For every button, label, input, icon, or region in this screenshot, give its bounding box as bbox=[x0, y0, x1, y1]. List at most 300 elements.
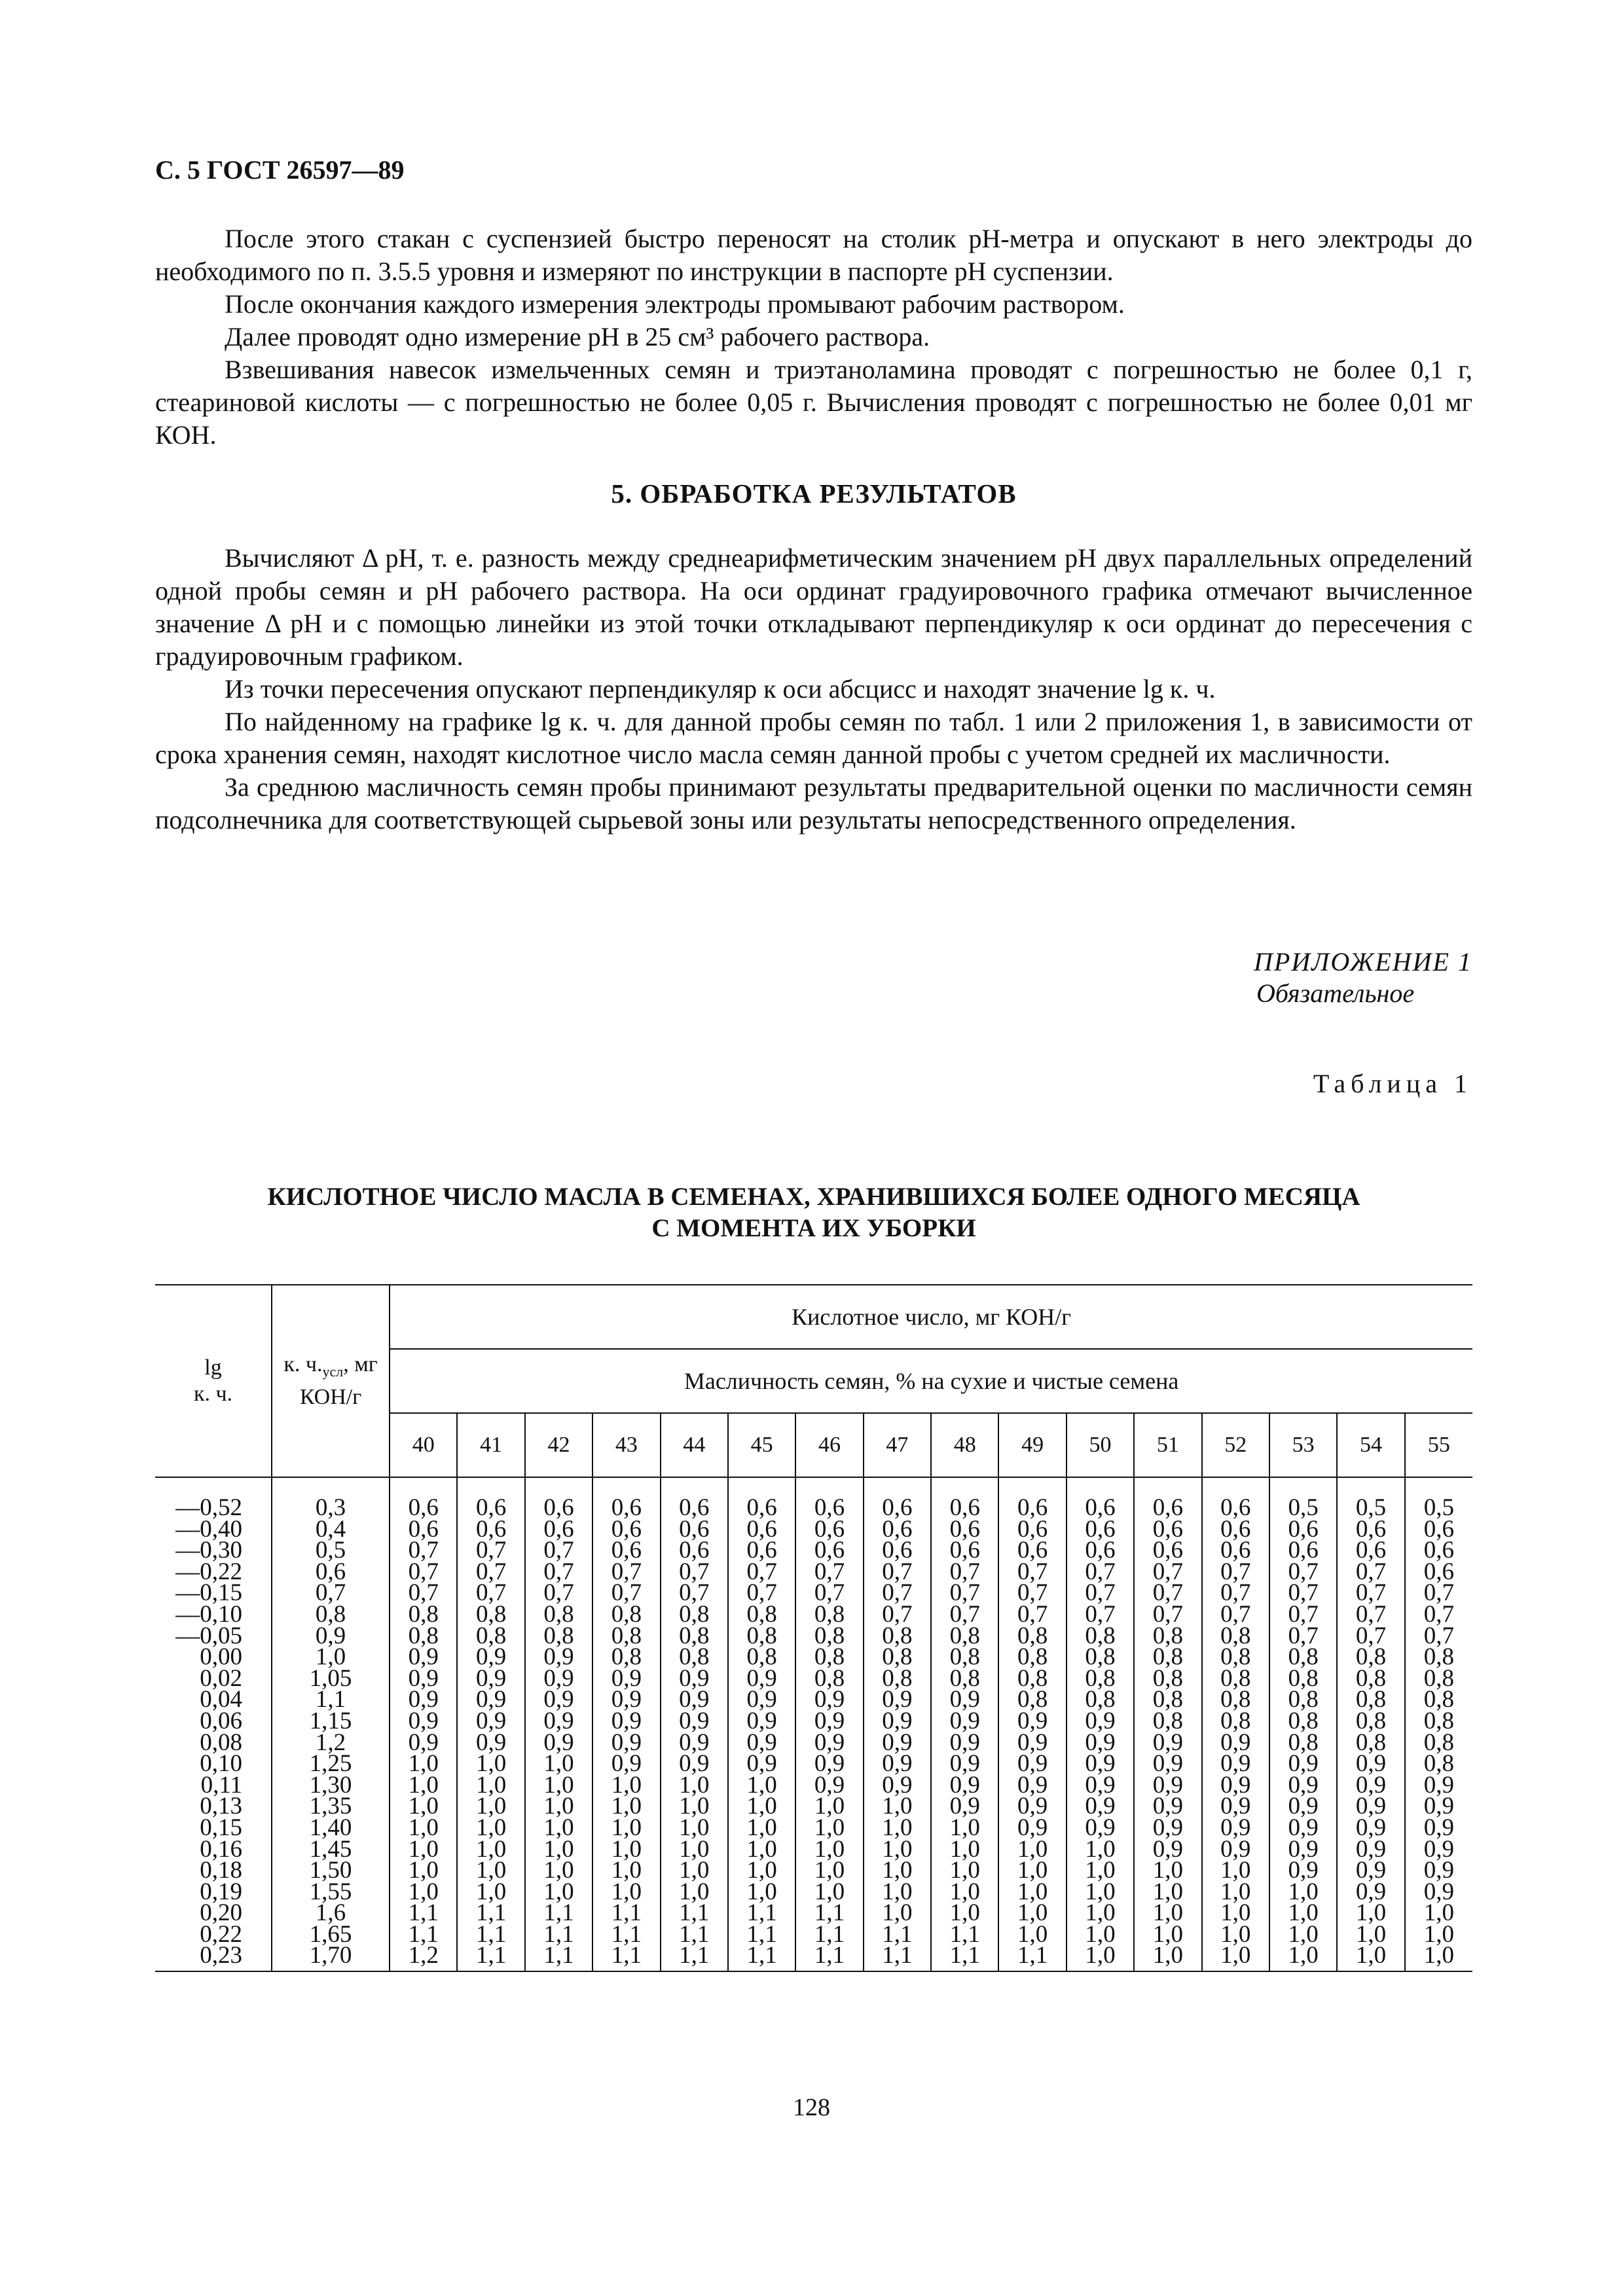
table-cell: 0,8 bbox=[1423, 1750, 1455, 1778]
table-cell: 1,0 bbox=[611, 1857, 642, 1884]
table-cell: 1,0 bbox=[475, 1750, 507, 1778]
table-cell: 0,8 bbox=[1152, 1686, 1183, 1713]
table-cell: 0,8 bbox=[679, 1643, 710, 1671]
table-cell: 0,7 bbox=[949, 1600, 980, 1628]
table-cell: 0,9 bbox=[1288, 1857, 1319, 1884]
kch-main: к. ч. bbox=[283, 1352, 323, 1376]
table-cell: 0,9 bbox=[475, 1643, 507, 1671]
table-cell: 1,45 bbox=[309, 1835, 352, 1863]
column-header-percent: 50 bbox=[1067, 1413, 1134, 1477]
table-cell: 0,6 bbox=[746, 1515, 777, 1543]
table-cell: 0,6 bbox=[1220, 1515, 1251, 1543]
table-cell: 0,9 bbox=[949, 1729, 980, 1756]
column-header-acid: Кислотное число, мг КОН/г bbox=[390, 1285, 1472, 1349]
table-cell: 0,8 bbox=[882, 1643, 913, 1671]
table-cell: 1,0 bbox=[949, 1835, 980, 1863]
table-cell: 0,06 bbox=[200, 1707, 242, 1734]
table-cell: 1,0 bbox=[746, 1878, 777, 1905]
table-cell: 0,13 bbox=[200, 1793, 242, 1820]
table-cell: 0,23 bbox=[200, 1942, 242, 1969]
table-cell: 0,7 bbox=[679, 1558, 710, 1585]
acid-value-column bbox=[457, 1477, 524, 1971]
table-cell: 1,0 bbox=[949, 1814, 980, 1841]
table-cell: 1,0 bbox=[1288, 1878, 1319, 1905]
table-cell: —0,10 bbox=[175, 1600, 242, 1628]
table-title-line: С МОМЕНТА ИХ УБОРКИ bbox=[651, 1214, 976, 1242]
table-cell: 1,35 bbox=[309, 1793, 352, 1820]
table-cell: 1,30 bbox=[309, 1771, 352, 1799]
table-cell: 0,00 bbox=[200, 1643, 242, 1671]
table-cell: 1,0 bbox=[1423, 1942, 1455, 1969]
table-cell: 0,7 bbox=[408, 1558, 439, 1585]
table-cell: 1,0 bbox=[1355, 1920, 1387, 1948]
table-cell: 0,8 bbox=[1355, 1686, 1387, 1713]
table-cell: —0,40 bbox=[175, 1515, 242, 1543]
acid-value-column bbox=[661, 1477, 728, 1971]
kch-sub: усл bbox=[322, 1363, 344, 1380]
table-cell: 0,6 bbox=[1288, 1537, 1319, 1564]
table-cell: 0,8 bbox=[1085, 1686, 1116, 1713]
column-header-percent: 40 bbox=[390, 1413, 457, 1477]
table-cell: 0,9 bbox=[1423, 1857, 1455, 1884]
table-cell: 0,9 bbox=[1288, 1771, 1319, 1799]
table-cell: 0,10 bbox=[200, 1750, 242, 1778]
table-cell: 0,7 bbox=[475, 1579, 507, 1607]
table-cell: 0,6 bbox=[1423, 1537, 1455, 1564]
table-cell: 1,0 bbox=[315, 1643, 346, 1671]
acid-value-column bbox=[1134, 1477, 1201, 1971]
table-cell: 0,9 bbox=[882, 1707, 913, 1734]
paragraph: За среднюю масличность семян пробы принимают результаты предварительной оценки по масличности семян подсолнечника для соответствующей сырьевой зоны или результаты непосредственного определения. bbox=[155, 772, 1472, 834]
table-cell: 0,7 bbox=[1355, 1558, 1387, 1585]
table-cell: 1,0 bbox=[408, 1771, 439, 1799]
table-cell: 1,0 bbox=[814, 1857, 845, 1884]
column-header-percent: 47 bbox=[864, 1413, 931, 1477]
lg-label-line: к. ч. bbox=[193, 1382, 233, 1406]
column-header-percent: 53 bbox=[1269, 1413, 1337, 1477]
table-cell: 1,0 bbox=[949, 1857, 980, 1884]
table-cell: 0,7 bbox=[1288, 1558, 1319, 1585]
table-cell: 0,8 bbox=[611, 1643, 642, 1671]
table-cell: 0,7 bbox=[408, 1579, 439, 1607]
table-cell: 0,7 bbox=[1288, 1579, 1319, 1607]
table-cell: 0,6 bbox=[949, 1494, 980, 1521]
column-header-percent: 41 bbox=[457, 1413, 524, 1477]
column-header-percent: 42 bbox=[525, 1413, 593, 1477]
table-cell: 0,7 bbox=[1085, 1600, 1116, 1628]
table-cell: 0,7 bbox=[543, 1558, 574, 1585]
table-cell: 0,9 bbox=[1017, 1750, 1048, 1778]
table-cell: 0,7 bbox=[1423, 1579, 1455, 1607]
acid-value-column bbox=[864, 1477, 931, 1971]
table-cell: 1,1 bbox=[814, 1920, 845, 1948]
table-cell: 0,9 bbox=[1152, 1750, 1183, 1778]
table-cell: 1,0 bbox=[611, 1771, 642, 1799]
table-cell: 0,7 bbox=[1423, 1622, 1455, 1649]
table-cell: 0,9 bbox=[814, 1750, 845, 1778]
table-cell: 0,7 bbox=[611, 1579, 642, 1607]
table-cell: 1,2 bbox=[408, 1942, 439, 1969]
table-cell: 0,8 bbox=[1152, 1707, 1183, 1734]
table-cell: 0,9 bbox=[1220, 1750, 1251, 1778]
section-title: 5. ОБРАБОТКА РЕЗУЛЬТАТОВ bbox=[611, 478, 1017, 509]
table-cell: 0,8 bbox=[814, 1643, 845, 1671]
table-cell: 1,0 bbox=[679, 1793, 710, 1820]
table-cell: 0,6 bbox=[475, 1515, 507, 1543]
table-cell: 1,1 bbox=[679, 1899, 710, 1927]
page-number: 128 bbox=[793, 2094, 830, 2121]
table-cell: 1,1 bbox=[408, 1899, 439, 1927]
table-cell: 0,7 bbox=[1288, 1600, 1319, 1628]
table-cell: 1,0 bbox=[475, 1835, 507, 1863]
table-cell: 0,9 bbox=[949, 1771, 980, 1799]
table-cell: —0,22 bbox=[175, 1558, 242, 1585]
table-cell: 0,7 bbox=[543, 1579, 574, 1607]
table-cell: 0,6 bbox=[1423, 1515, 1455, 1543]
table-cell: 1,0 bbox=[543, 1771, 574, 1799]
table-cell: 0,9 bbox=[1355, 1878, 1387, 1905]
table-cell: 0,7 bbox=[882, 1579, 913, 1607]
table-cell: 0,9 bbox=[1423, 1835, 1455, 1863]
table-cell: 0,5 bbox=[1423, 1494, 1455, 1521]
table-cell: 0,8 bbox=[1152, 1664, 1183, 1692]
table-cell: 1,1 bbox=[543, 1899, 574, 1927]
table-cell: 0,9 bbox=[1017, 1814, 1048, 1841]
table-cell: 0,9 bbox=[1152, 1771, 1183, 1799]
column-header-percent: 43 bbox=[593, 1413, 660, 1477]
acid-value-column bbox=[795, 1477, 863, 1971]
table-cell: 0,9 bbox=[475, 1707, 507, 1734]
acid-value-column bbox=[525, 1477, 593, 1971]
table-cell: 0,9 bbox=[1152, 1793, 1183, 1820]
table-cell: 1,0 bbox=[679, 1814, 710, 1841]
table-cell: 1,0 bbox=[746, 1835, 777, 1863]
table-cell: 1,0 bbox=[475, 1793, 507, 1820]
table-cell: 1,0 bbox=[1220, 1920, 1251, 1948]
table-cell: 0,15 bbox=[200, 1814, 242, 1841]
table-cell: 1,0 bbox=[1288, 1942, 1319, 1969]
table-cell: 1,0 bbox=[1085, 1835, 1116, 1863]
table-cell: 0,8 bbox=[1423, 1664, 1455, 1692]
kch-unit1: , мг bbox=[343, 1352, 378, 1376]
table-cell: 1,1 bbox=[949, 1920, 980, 1948]
table-cell: 0,9 bbox=[1085, 1814, 1116, 1841]
table-cell: 1,0 bbox=[1288, 1920, 1319, 1948]
table-cell: 0,7 bbox=[746, 1558, 777, 1585]
table-cell: 0,9 bbox=[408, 1686, 439, 1713]
table-cell: 0,7 bbox=[1220, 1558, 1251, 1585]
paragraph: Далее проводят одно измерение рН в 25 см³ рабочего раствора. bbox=[225, 322, 930, 351]
table-cell: 0,7 bbox=[1017, 1600, 1048, 1628]
table-cell: 0,20 bbox=[200, 1899, 242, 1927]
table-cell: 1,0 bbox=[949, 1878, 980, 1905]
acid-value-column bbox=[1067, 1477, 1134, 1971]
table-cell: 0,9 bbox=[1355, 1857, 1387, 1884]
table-cell: 0,9 bbox=[1085, 1750, 1116, 1778]
table-cell: 0,9 bbox=[1288, 1835, 1319, 1863]
table-cell: 1,0 bbox=[475, 1878, 507, 1905]
table-cell: 0,8 bbox=[475, 1600, 507, 1628]
table-cell: 0,8 bbox=[882, 1622, 913, 1649]
acid-value-column bbox=[728, 1477, 795, 1971]
table-cell: 0,9 bbox=[1288, 1793, 1319, 1820]
table-cell: 0,9 bbox=[1220, 1814, 1251, 1841]
table-cell: 1,0 bbox=[814, 1878, 845, 1905]
table-cell: 1,0 bbox=[475, 1771, 507, 1799]
table-cell: 0,11 bbox=[200, 1771, 242, 1799]
table-cell: 0,9 bbox=[882, 1686, 913, 1713]
table-cell: 0,6 bbox=[1152, 1537, 1183, 1564]
table-cell: 0,6 bbox=[814, 1515, 845, 1543]
table-cell: 0,9 bbox=[1220, 1793, 1251, 1820]
table-cell: 0,02 bbox=[200, 1664, 242, 1692]
table-cell: 1,40 bbox=[309, 1814, 352, 1841]
table-cell: 1,1 bbox=[611, 1899, 642, 1927]
table-cell: 0,6 bbox=[1423, 1558, 1455, 1585]
acid-value-column bbox=[1337, 1477, 1404, 1971]
table-cell: 0,7 bbox=[679, 1579, 710, 1607]
table-cell: 0,8 bbox=[1355, 1643, 1387, 1671]
table-cell: 0,8 bbox=[949, 1622, 980, 1649]
table-cell: 1,0 bbox=[746, 1793, 777, 1820]
table-cell: 1,1 bbox=[475, 1899, 507, 1927]
table-cell: 1,0 bbox=[1152, 1920, 1183, 1948]
table-cell: 1,0 bbox=[1220, 1942, 1251, 1969]
column-header-percent: 54 bbox=[1337, 1413, 1404, 1477]
table-cell: 1,2 bbox=[315, 1729, 346, 1756]
table-cell: 1,0 bbox=[1220, 1878, 1251, 1905]
column-header-percent: 52 bbox=[1202, 1413, 1269, 1477]
table-cell: 1,0 bbox=[408, 1814, 439, 1841]
page-header: С. 5 ГОСТ 26597—89 bbox=[155, 155, 405, 185]
table-cell: 0,9 bbox=[1220, 1729, 1251, 1756]
column-header-percent: 49 bbox=[998, 1413, 1066, 1477]
table-cell: 0,6 bbox=[882, 1537, 913, 1564]
table-cell: 0,8 bbox=[746, 1622, 777, 1649]
table-cell: 1,0 bbox=[408, 1878, 439, 1905]
table-cell: 1,1 bbox=[814, 1942, 845, 1969]
table-cell: 0,9 bbox=[679, 1729, 710, 1756]
table-cell: 0,9 bbox=[1355, 1835, 1387, 1863]
table-cell: 0,3 bbox=[315, 1494, 346, 1521]
table-cell: 0,8 bbox=[315, 1600, 346, 1628]
table-cell: 0,9 bbox=[408, 1643, 439, 1671]
table-cell: 0,9 bbox=[814, 1771, 845, 1799]
table-cell: 1,1 bbox=[679, 1942, 710, 1969]
table-cell: 0,7 bbox=[611, 1558, 642, 1585]
table-cell: 0,9 bbox=[543, 1643, 574, 1671]
table-cell: 0,6 bbox=[882, 1515, 913, 1543]
table-cell: 1,50 bbox=[309, 1857, 352, 1884]
table-cell: 0,6 bbox=[408, 1515, 439, 1543]
table-cell: 1,0 bbox=[882, 1793, 913, 1820]
acid-value-column bbox=[998, 1477, 1066, 1971]
paragraph: По найденному на графике lg к. ч. для данной пробы семян по табл. 1 или 2 приложения 1, в зависимости от срока хранения семян, находят кислотное число масла семян данной пробы с учетом средней их масличности. bbox=[155, 707, 1472, 769]
table-cell: 0,7 bbox=[1085, 1579, 1116, 1607]
table-cell: 0,7 bbox=[315, 1579, 346, 1607]
table-cell: 0,7 bbox=[1017, 1579, 1048, 1607]
table-cell: 1,0 bbox=[408, 1835, 439, 1863]
table-cell: 0,9 bbox=[611, 1664, 642, 1692]
table-cell: 0,7 bbox=[1288, 1622, 1319, 1649]
table-cell: 0,9 bbox=[1355, 1771, 1387, 1799]
table-cell: 0,6 bbox=[1355, 1515, 1387, 1543]
table-cell: 0,9 bbox=[315, 1622, 346, 1649]
table-cell: 1,1 bbox=[543, 1942, 574, 1969]
table-cell: 0,7 bbox=[814, 1558, 845, 1585]
appendix-subtitle: Обязательное bbox=[1256, 978, 1415, 1008]
table-cell: 0,8 bbox=[1355, 1729, 1387, 1756]
table-cell: 1,6 bbox=[315, 1899, 346, 1927]
table-cell: 0,6 bbox=[746, 1537, 777, 1564]
table-cell: 0,9 bbox=[1017, 1729, 1048, 1756]
table-cell: 1,1 bbox=[1017, 1942, 1048, 1969]
table-cell: 0,8 bbox=[1288, 1664, 1319, 1692]
column-header-percent: 48 bbox=[931, 1413, 998, 1477]
table-cell: 1,65 bbox=[309, 1920, 352, 1948]
table-cell: 0,8 bbox=[611, 1622, 642, 1649]
table-cell: 1,1 bbox=[543, 1920, 574, 1948]
table-cell: 0,8 bbox=[1152, 1622, 1183, 1649]
table-cell: 0,8 bbox=[1220, 1643, 1251, 1671]
table-cell: 0,6 bbox=[1017, 1537, 1048, 1564]
paragraph: Вычисляют Δ рН, т. е. разность между среднеарифметическим значением рН двух параллельных определений одной пробы семян и рН рабочего раствора. На оси ординат градуировочного графика отмечают вычисленное значение Δ рН и с помощью линейки из этой точки откладывают перпендикуляр к оси ординат до пересечения с градуировочным графиком. bbox=[155, 543, 1472, 671]
table-cell: 1,0 bbox=[1152, 1878, 1183, 1905]
acid-value-column bbox=[390, 1477, 457, 1971]
table-cell: 0,6 bbox=[814, 1537, 845, 1564]
table-cell: 0,7 bbox=[543, 1537, 574, 1564]
table-cell: 0,9 bbox=[1017, 1707, 1048, 1734]
table-cell: 1,0 bbox=[814, 1814, 845, 1841]
table-cell: 1,0 bbox=[1017, 1835, 1048, 1863]
table-cell: 0,6 bbox=[1220, 1537, 1251, 1564]
table-cell: 0,7 bbox=[1017, 1558, 1048, 1585]
table-cell: 1,0 bbox=[1085, 1942, 1116, 1969]
table-cell: 0,9 bbox=[611, 1729, 642, 1756]
table-cell: 1,0 bbox=[1017, 1920, 1048, 1948]
acid-value-column bbox=[1269, 1477, 1337, 1971]
table-cell: 0,8 bbox=[408, 1622, 439, 1649]
table-cell: —0,15 bbox=[175, 1579, 242, 1607]
column-header-percent: 45 bbox=[728, 1413, 795, 1477]
kch-column bbox=[272, 1477, 390, 1971]
paragraph: Взвешивания навесок измельченных семян и триэтаноламина проводят с погрешностью не более 0,1 г, стеариновой кислоты — с погрешностью не более 0,05 г. Вычисления проводят с погрешностью не более 0,01 мг КОН. bbox=[155, 355, 1472, 450]
table-cell: 0,8 bbox=[746, 1643, 777, 1671]
table-cell: 0,9 bbox=[746, 1750, 777, 1778]
paragraph: Из точки пересечения опускают перпендикуляр к оси абсцисс и находят значение lg к. ч. bbox=[225, 674, 1216, 704]
table-cell: 0,6 bbox=[679, 1515, 710, 1543]
table-cell: 0,9 bbox=[475, 1729, 507, 1756]
table-cell: 1,0 bbox=[1152, 1899, 1183, 1927]
table-cell: 0,6 bbox=[1220, 1494, 1251, 1521]
column-header-percent: 46 bbox=[795, 1413, 863, 1477]
table-cell: 0,6 bbox=[1288, 1515, 1319, 1543]
table-cell: 1,0 bbox=[746, 1857, 777, 1884]
table-cell: 0,5 bbox=[1355, 1494, 1387, 1521]
appendix-label bbox=[1254, 946, 1472, 1009]
table-cell: 0,7 bbox=[1220, 1579, 1251, 1607]
table-cell: 0,7 bbox=[1152, 1558, 1183, 1585]
table-cell: 0,9 bbox=[679, 1707, 710, 1734]
table-cell: 0,8 bbox=[1220, 1622, 1251, 1649]
table-cell: 1,1 bbox=[475, 1942, 507, 1969]
table-cell: 1,0 bbox=[814, 1793, 845, 1820]
appendix-title: ПРИЛОЖЕНИЕ 1 bbox=[1254, 947, 1472, 977]
table-cell: 0,9 bbox=[1220, 1771, 1251, 1799]
table-cell: 0,9 bbox=[746, 1664, 777, 1692]
table-cell: 1,25 bbox=[309, 1750, 352, 1778]
table-cell: 0,6 bbox=[1017, 1515, 1048, 1543]
lg-label bbox=[155, 1355, 271, 1407]
table-cell: 0,7 bbox=[949, 1579, 980, 1607]
column-header-percent: 44 bbox=[661, 1413, 728, 1477]
table-cell: 1,0 bbox=[679, 1771, 710, 1799]
table-cell: 1,0 bbox=[1355, 1899, 1387, 1927]
table-cell: 0,4 bbox=[315, 1515, 346, 1543]
table-cell: 0,6 bbox=[611, 1515, 642, 1543]
table-cell: 0,9 bbox=[1017, 1771, 1048, 1799]
paragraph: После окончания каждого измерения электроды промывают рабочим раствором. bbox=[225, 289, 1125, 319]
table-cell: 0,6 bbox=[679, 1494, 710, 1521]
table-cell: 0,7 bbox=[882, 1600, 913, 1628]
table-cell: 0,6 bbox=[475, 1494, 507, 1521]
acid-value-column bbox=[1202, 1477, 1269, 1971]
table-cell: 0,8 bbox=[814, 1622, 845, 1649]
table-cell: 0,9 bbox=[679, 1664, 710, 1692]
table-cell: 1,1 bbox=[475, 1920, 507, 1948]
table-cell: 0,6 bbox=[1085, 1515, 1116, 1543]
table-cell: 0,8 bbox=[543, 1622, 574, 1649]
table-cell: 0,9 bbox=[408, 1729, 439, 1756]
table-cell: 0,7 bbox=[1355, 1579, 1387, 1607]
table-cell: 1,0 bbox=[1355, 1942, 1387, 1969]
table-cell: 1,0 bbox=[1152, 1942, 1183, 1969]
table-cell: 1,0 bbox=[1017, 1899, 1048, 1927]
table-cell: 1,1 bbox=[611, 1942, 642, 1969]
table-cell: 0,5 bbox=[1288, 1494, 1319, 1521]
table-cell: 1,0 bbox=[882, 1878, 913, 1905]
table-cell: 0,8 bbox=[746, 1600, 777, 1628]
table-cell: 1,0 bbox=[543, 1878, 574, 1905]
table-cell: 0,7 bbox=[746, 1579, 777, 1607]
table-cell: 1,0 bbox=[679, 1857, 710, 1884]
table-cell: 0,7 bbox=[949, 1558, 980, 1585]
table-cell: 1,0 bbox=[543, 1814, 574, 1841]
column-header-percent: 51 bbox=[1134, 1413, 1201, 1477]
table-cell: 0,9 bbox=[1085, 1793, 1116, 1820]
table-cell: 0,9 bbox=[1355, 1793, 1387, 1820]
table-cell: 0,6 bbox=[408, 1494, 439, 1521]
table-cell: 1,1 bbox=[315, 1686, 346, 1713]
table-cell: 1,0 bbox=[1017, 1878, 1048, 1905]
table-cell: 0,9 bbox=[746, 1729, 777, 1756]
table-cell: 1,0 bbox=[679, 1878, 710, 1905]
table-cell: 0,19 bbox=[200, 1878, 242, 1905]
table-cell: 1,15 bbox=[309, 1707, 352, 1734]
table-cell: 0,9 bbox=[1152, 1835, 1183, 1863]
table-cell: 0,8 bbox=[1085, 1664, 1116, 1692]
table-cell: 0,9 bbox=[1152, 1729, 1183, 1756]
table-label: Таблица 1 bbox=[1313, 1069, 1472, 1098]
table-cell: 0,9 bbox=[611, 1750, 642, 1778]
column-header-percent: 55 bbox=[1405, 1413, 1473, 1477]
column-header-oil: Масличность семян, % на сухие и чистые семена bbox=[390, 1349, 1472, 1413]
table-cell: 0,8 bbox=[1152, 1643, 1183, 1671]
table-cell: 0,8 bbox=[1085, 1643, 1116, 1671]
table-cell: 0,8 bbox=[882, 1664, 913, 1692]
table-cell: 1,1 bbox=[882, 1942, 913, 1969]
table-cell: 0,9 bbox=[679, 1686, 710, 1713]
